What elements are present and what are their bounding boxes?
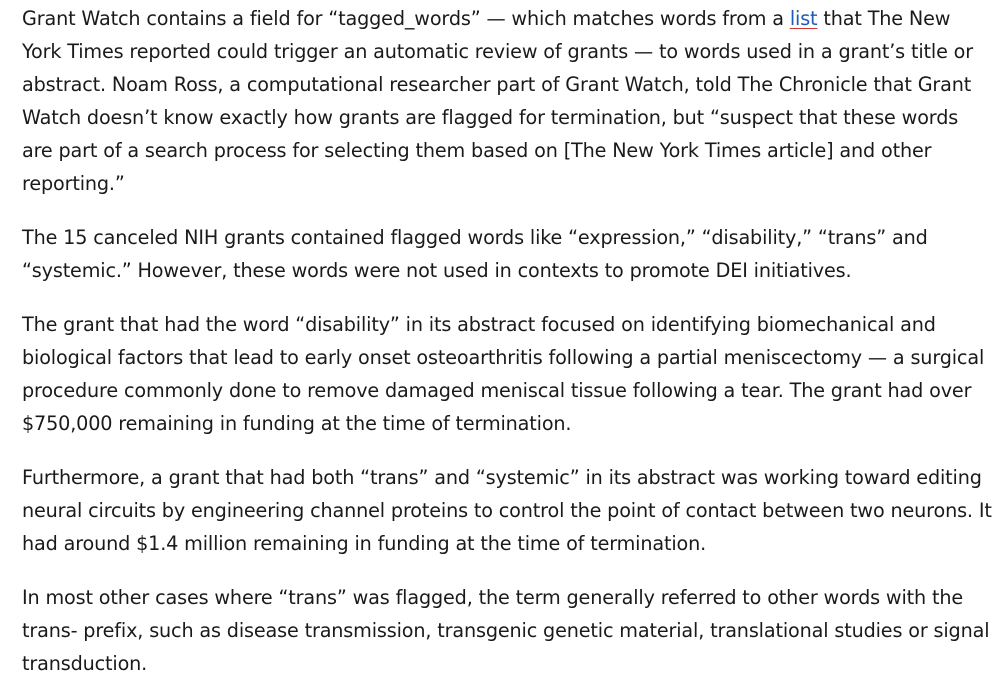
paragraph-disability-grant: The grant that had the word “disability” in its abstract focused on identifying biomechanical and biological factors that lead to early onset osteoarthritis following a partial meniscectomy — a surgical procedure commonly done to remove damaged meniscal tissue following a tear. The grant had over $750,000 remaining in funding at the time of termination. bbox=[22, 313, 985, 435]
paragraph-text: Grant Watch contains a field for “tagged_words” — which matches words from a bbox=[22, 7, 790, 30]
paragraph-grant-watch-tagged-words bbox=[22, 2, 992, 200]
paragraph-trans-systemic-grant: Furthermore, a grant that had both “trans” and “systemic” in its abstract was working toward editing neural circuits by engineering channel proteins to control the point of contact between two neurons. It had around $1.4 million remaining in funding at the time of termination. bbox=[22, 466, 992, 555]
paragraph-trans-prefix: In most other cases where “trans” was flagged, the term generally referred to other words with the trans- prefix, such as disease transmission, transgenic genetic material, translational studies or signal transduction. bbox=[22, 586, 990, 675]
list-link[interactable]: list bbox=[789, 7, 818, 30]
paragraph-flagged-words: The 15 canceled NIH grants contained flagged words like “expression,” “disability,” “trans” and “systemic.” However, these words were not used in contexts to promote DEI initiatives. bbox=[22, 226, 928, 282]
paragraph-text: that The New York Times reported could trigger an automatic review of grants — to words used in a grant’s title or abstract. Noam Ross, a computational researcher part of Grant Watch, told The Chronicle that Grant Watch doesn’t know exactly how grants are flagged for termination, but “suspect that these words are part of a search process for selecting them based on [The New York Times article] and other reporting.” bbox=[22, 7, 973, 195]
